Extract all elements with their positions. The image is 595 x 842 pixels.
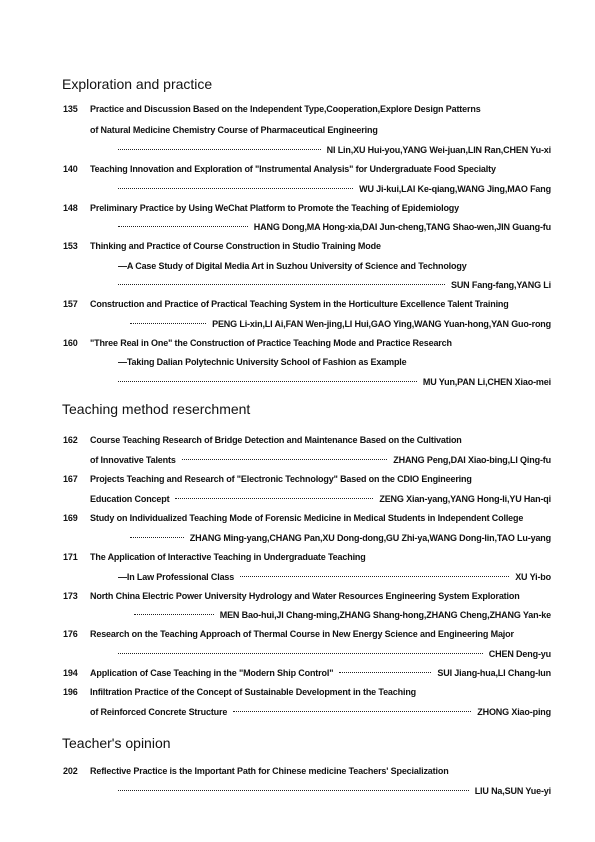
- author-line: [118, 377, 551, 387]
- entry-authors: SUN Fang-fang,YANG Li: [450, 280, 551, 290]
- entry-authors: NI Lin,XU Hui-you,YANG Wei-juan,LIN Ran,CHEN Yu-xi: [326, 145, 551, 155]
- entry-title: Construction and Practice of Practical Teaching System in the Horticulture Excellence Talent Training: [90, 299, 509, 309]
- entry-title: Infiltration Practice of the Concept of Sustainable Development in the Teaching: [90, 687, 417, 697]
- page-number: 202: [63, 766, 78, 776]
- author-line: [118, 572, 551, 582]
- entry-title: North China Electric Power University Hydrology and Water Resources Engineering System Exploration: [90, 591, 520, 601]
- page-number: 173: [63, 591, 78, 601]
- entry-authors: CHEN Deng-yu: [488, 649, 551, 659]
- entry-authors: ZHANG Peng,DAI Xiao-bing,LI Qing-fu: [393, 455, 551, 465]
- page-number: 169: [63, 513, 78, 523]
- entry-title: Thinking and Practice of Course Construction in Studio Training Mode: [90, 241, 381, 251]
- author-line: [130, 533, 551, 543]
- entry-title-continued: of Natural Medicine Chemistry Course of Pharmaceutical Engineering: [90, 125, 378, 135]
- leader-dots: [339, 672, 431, 673]
- entry-authors: WU Ji-kui,LAI Ke-qiang,WANG Jing,MAO Fang: [359, 184, 551, 194]
- entry-authors: ZENG Xian-yang,YANG Hong-li,YU Han-qi: [379, 494, 551, 504]
- entry-subtitle: —A Case Study of Digital Media Art in Suzhou University of Science and Technology: [118, 261, 467, 271]
- author-line: [118, 649, 551, 659]
- section-title: Teacher's opinion: [62, 735, 171, 751]
- leader-dots: [134, 614, 214, 615]
- author-line: [118, 145, 551, 155]
- entry-title: Preliminary Practice by Using WeChat Platform to Promote the Teaching of Epidemiology: [90, 203, 459, 213]
- author-line: [90, 494, 551, 504]
- leader-dots: [118, 188, 353, 189]
- page-number: 153: [63, 241, 78, 251]
- page-number: 176: [63, 629, 78, 639]
- entry-title: "Three Real in One" the Construction of Practice Teaching Mode and Practice Research: [90, 338, 452, 348]
- entry-title: Practice and Discussion Based on the Independent Type,Cooperation,Explore Design Patterns: [90, 104, 481, 114]
- author-line: [118, 786, 551, 796]
- leader-dots: [130, 323, 206, 324]
- entry-authors: PENG Li-xin,LI Ai,FAN Wen-jing,LI Hui,GAO Ying,WANG Yuan-hong,YAN Guo-rong: [212, 319, 551, 329]
- entry-title: The Application of Interactive Teaching in Undergraduate Teaching: [90, 552, 366, 562]
- author-line: [90, 707, 551, 717]
- page-number: 135: [63, 104, 78, 114]
- leader-dots: [118, 226, 248, 227]
- page-number: 196: [63, 687, 78, 697]
- section-title: Exploration and practice: [62, 76, 213, 92]
- leader-dots: [130, 537, 184, 538]
- entry-title-continued: of Innovative Talents: [90, 455, 176, 465]
- author-line: [130, 319, 551, 329]
- entry-title: Research on the Teaching Approach of Thermal Course in New Energy Science and Engineering Major: [90, 629, 514, 639]
- leader-dots: [118, 653, 483, 654]
- author-line: [134, 610, 551, 620]
- leader-dots: [175, 498, 373, 499]
- entry-title: Application of Case Teaching in the "Modern Ship Control": [90, 668, 334, 678]
- entry-title-continued: Education Concept: [90, 494, 170, 504]
- entry-title: Teaching Innovation and Exploration of "Instrumental Analysis" for Undergraduate Food Specialty: [90, 164, 496, 174]
- entry-authors: ZHANG Ming-yang,CHANG Pan,XU Dong-dong,GU Zhi-ya,WANG Dong-lin,TAO Lu-yang: [189, 533, 551, 543]
- author-line: [118, 280, 551, 290]
- entry-authors: MU Yun,PAN Li,CHEN Xiao-mei: [422, 377, 551, 387]
- leader-dots: [118, 284, 445, 285]
- page-number: 167: [63, 474, 78, 484]
- toc-entry[interactable]: [63, 668, 551, 678]
- leader-dots: [118, 381, 417, 382]
- page-number: 194: [63, 668, 78, 678]
- entry-title: Course Teaching Research of Bridge Detection and Maintenance Based on the Cultivation: [90, 435, 462, 445]
- author-line: [118, 184, 551, 194]
- page-number: 160: [63, 338, 78, 348]
- leader-dots: [118, 149, 321, 150]
- author-line: [118, 222, 551, 232]
- entry-subtitle: —In Law Professional Class: [118, 572, 235, 582]
- leader-dots: [182, 459, 388, 460]
- page-number: 140: [63, 164, 78, 174]
- leader-dots: [240, 576, 509, 577]
- entry-authors: SUI Jiang-hua,LI Chang-lun: [437, 668, 551, 678]
- entry-authors: HANG Dong,MA Hong-xia,DAI Jun-cheng,TANG Shao-wen,JIN Guang-fu: [253, 222, 551, 232]
- page-number: 171: [63, 552, 78, 562]
- entry-authors: LIU Na,SUN Yue-yi: [474, 786, 551, 796]
- entry-title: Reflective Practice is the Important Path for Chinese medicine Teachers' Specialization: [90, 766, 449, 776]
- entry-subtitle: —Taking Dalian Polytechnic University School of Fashion as Example: [118, 357, 407, 367]
- entry-authors: MEN Bao-hui,JI Chang-ming,ZHANG Shang-hong,ZHANG Cheng,ZHANG Yan-ke: [219, 610, 551, 620]
- page-number: 157: [63, 299, 78, 309]
- author-line: [90, 455, 551, 465]
- entry-title-continued: of Reinforced Concrete Structure: [90, 707, 228, 717]
- page-number: 148: [63, 203, 78, 213]
- entry-authors: ZHONG Xiao-ping: [477, 707, 551, 717]
- leader-dots: [118, 790, 469, 791]
- section-title: Teaching method reserchment: [62, 401, 251, 417]
- page-number: 162: [63, 435, 78, 445]
- entry-title: Projects Teaching and Research of "Electronic Technology" Based on the CDIO Engineering: [90, 474, 472, 484]
- entry-title: Study on Individualized Teaching Mode of Forensic Medicine in Medical Students in Independent College: [90, 513, 524, 523]
- entry-authors: XU Yi-bo: [515, 572, 551, 582]
- leader-dots: [233, 711, 471, 712]
